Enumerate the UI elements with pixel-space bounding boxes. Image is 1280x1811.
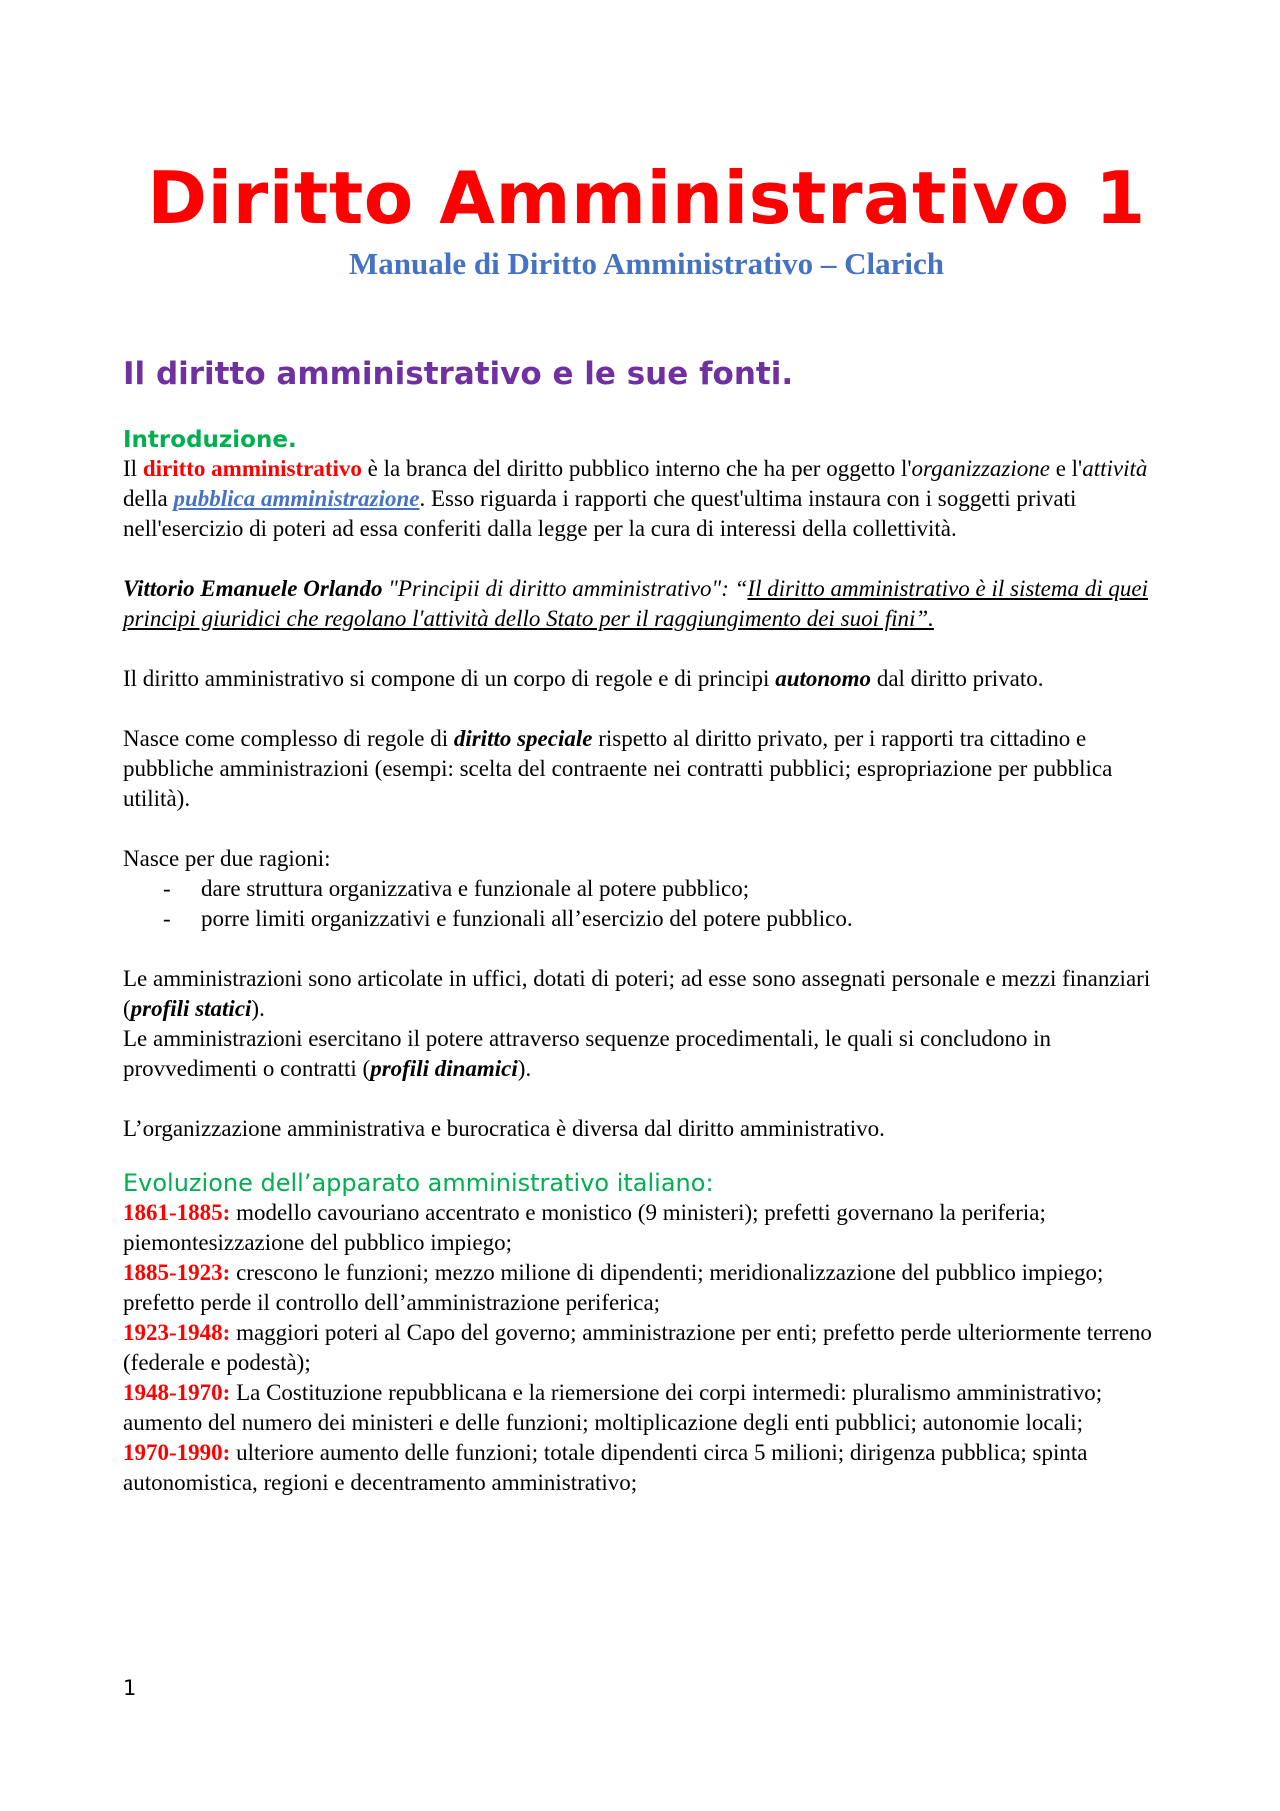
period-years: 1861-1885: — [123, 1200, 231, 1225]
evolution-heading: Evoluzione dell’apparato amministrativo italiano: — [123, 1169, 714, 1197]
list-item-text: dare struttura organizzativa e funzionale al potere pubblico; — [201, 876, 750, 901]
text-run: Il diritto amministrativo si compone di un corpo di regole e di principi — [123, 666, 776, 691]
text-run: . Esso riguarda i rapporti che quest'ultima instaura con i soggetti privati nell'esercizio di poteri ad essa conferiti dalla legge per la cura di interessi della collettività. — [123, 486, 1077, 541]
intro-paragraph — [123, 454, 1170, 544]
page-content — [123, 150, 1170, 1498]
period-entry — [123, 1438, 1170, 1498]
period-text: ulteriore aumento delle funzioni; totale dipendenti circa 5 milioni; dirigenza pubblica; spinta autonomistica, regioni e decentramento amministrativo; — [123, 1440, 1088, 1495]
ragioni-list — [123, 874, 1170, 934]
period-text: modello cavouriano accentrato e monistico (9 ministeri); prefetti governano la periferia; piemontesizzazione del pubblico impiego; — [123, 1200, 1046, 1255]
emphasis-profili-dinamici: profili dinamici — [370, 1056, 518, 1081]
text-run: dal diritto privato. — [871, 666, 1044, 691]
text-run: ). — [251, 996, 265, 1021]
period-entry — [123, 1378, 1170, 1438]
list-dash: - — [163, 876, 171, 901]
emphasis-profili-statici: profili statici — [130, 996, 252, 1021]
list-dash: - — [163, 906, 171, 931]
text-run: è la branca del diritto pubblico interno che ha per oggetto l' — [361, 456, 912, 481]
period-entry — [123, 1258, 1170, 1318]
section-heading: Il diritto amministrativo e le sue fonti. — [123, 356, 794, 392]
text-run: e l' — [1049, 456, 1083, 481]
text-run: rispetto al diritto privato, per i rapporti tra cittadino e pubbliche amministrazioni (esempi: scelta del contraente nei contratti pubblici; espropriazione per pubblica utilità). — [123, 726, 1113, 811]
text-run: Il — [123, 456, 143, 481]
text-run: Le amministrazioni esercitano il potere attraverso sequenze procedimentali, le quali si concludono in provvedimenti o contratti ( — [123, 1026, 1051, 1081]
quote-author: Vittorio Emanuele Orlando — [123, 576, 383, 601]
link-pubblica-amministrazione[interactable]: pubblica amministrazione — [173, 486, 420, 511]
period-years: 1970-1990: — [123, 1440, 231, 1465]
paragraph-profili-statici — [123, 964, 1170, 1024]
term-diritto-amministrativo: diritto amministrativo — [142, 456, 362, 481]
period-entry — [123, 1198, 1170, 1258]
text-run: Nasce come complesso di regole di — [123, 726, 454, 751]
paragraph-profili-dinamici — [123, 1024, 1170, 1084]
list-item-text: porre limiti organizzativi e funzionali all’esercizio del potere pubblico. — [201, 906, 853, 931]
list-item — [123, 874, 1170, 904]
paragraph-organizzazione: L’organizzazione amministrativa e burocratica è diversa dal diritto amministrativo. — [123, 1116, 885, 1141]
paragraph-diritto-speciale — [123, 724, 1170, 814]
period-entry — [123, 1318, 1170, 1378]
term-organizzazione: organizzazione — [911, 456, 1050, 481]
quote-paragraph — [123, 574, 1170, 634]
text-run: della — [123, 486, 174, 511]
emphasis-autonomo: autonomo — [775, 666, 872, 691]
quote-text: Il diritto amministrativo è il sistema di quei principi giuridici che regolano l'attività dello Stato per il raggiungimento dei suoi fini”. — [123, 576, 1148, 631]
paragraph-ragioni: Nasce per due ragioni: — [123, 846, 331, 871]
emphasis-diritto-speciale: diritto speciale — [453, 726, 593, 751]
period-text: La Costituzione repubblicana e la riemersione dei corpi intermedi: pluralismo amministrativo; aumento del numero dei ministeri e delle funzioni; moltiplicazione degli enti pubblici; autonomie locali; — [123, 1380, 1103, 1435]
list-item — [123, 904, 1170, 934]
document-title: Diritto Amministrativo 1 — [147, 156, 1146, 240]
page-number: 1 — [123, 1676, 137, 1700]
period-text: crescono le funzioni; mezzo milione di dipendenti; meridionalizzazione del pubblico impiego; prefetto perde il controllo dell’amministrazione periferica; — [123, 1260, 1104, 1315]
quote-work: "Principii di diritto amministrativo": “ — [382, 576, 748, 601]
paragraph-autonomo — [123, 664, 1170, 694]
term-attivita: attività — [1082, 456, 1148, 481]
intro-heading: Introduzione. — [123, 427, 297, 453]
period-years: 1885-1923: — [123, 1260, 231, 1285]
text-run: Le amministrazioni sono articolate in uffici, dotati di poteri; ad esse sono assegnati personale e mezzi finanziari ( — [123, 966, 1151, 1021]
period-years: 1923-1948: — [123, 1320, 231, 1345]
period-text: maggiori poteri al Capo del governo; amministrazione per enti; prefetto perde ulteriormente terreno (federale e podestà); — [123, 1320, 1152, 1375]
period-years: 1948-1970: — [123, 1380, 231, 1405]
document-subtitle: Manuale di Diritto Amministrativo – Clarich — [349, 246, 944, 281]
text-run: ). — [517, 1056, 532, 1081]
